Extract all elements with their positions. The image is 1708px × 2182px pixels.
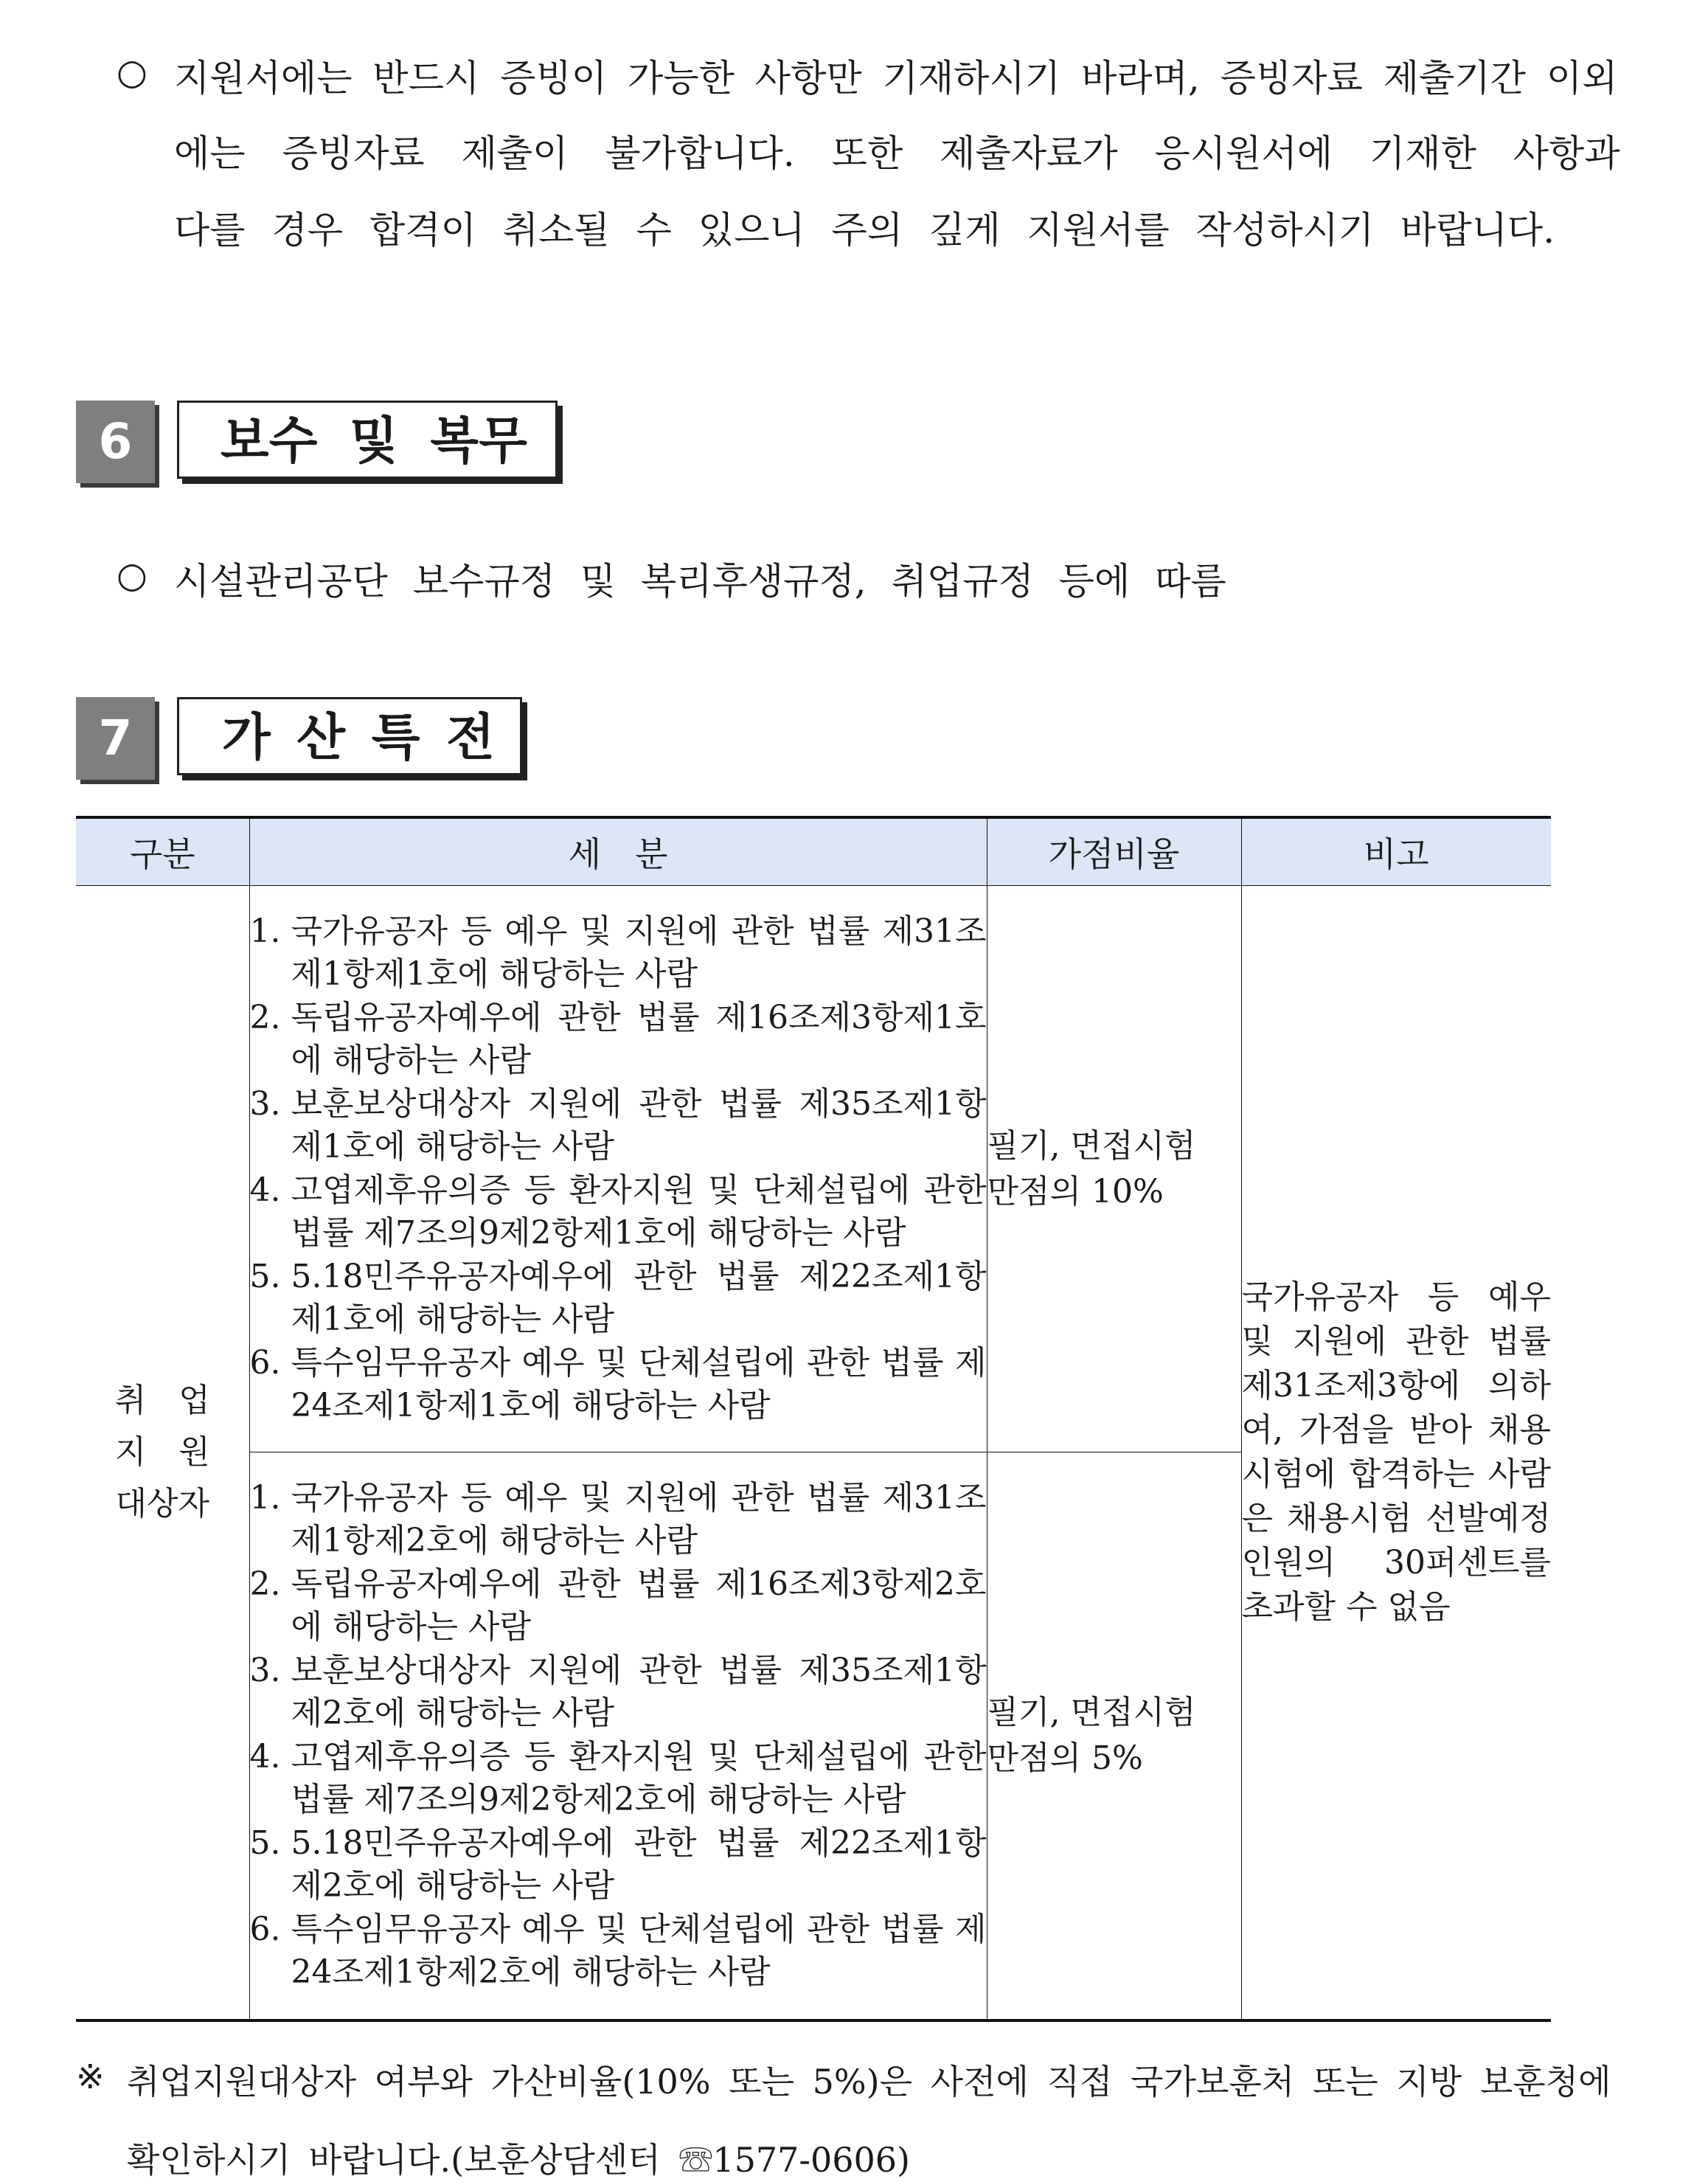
list-item: 1. 국가유공자 등 예우 및 지원에 관한 법률 제31조제1항제1호에 해당하는 사람 [291,910,987,997]
header-category: 구분 [76,817,249,886]
section-7-number: 7 [76,697,155,780]
list-item: 4. 고엽제후유의증 등 환자지원 및 단체설립에 관한 법률 제7조의9제2항제2호에 해당하는 사람 [291,1736,987,1822]
header-remark: 비고 [1241,817,1551,886]
list-item: 5. 5.18민주유공자예우에 관한 법률 제22조제1항제2호에 해당하는 사람 [291,1822,987,1908]
section-6-bullet: ○ [117,555,147,596]
section-6-text: 시설관리공단 보수규정 및 복리후생규정, 취업규정 등에 따름 [174,560,1226,603]
category-line-3: 대상자 [115,1484,209,1523]
list-item: 3. 보훈보상대상자 지원에 관한 법률 제35조제1항제2호에 해당하는 사람 [291,1649,987,1736]
list-item: 6. 특수임무유공자 예우 및 단체설립에 관한 법률 제24조제1항제2호에 해당하는 사람 [291,1908,987,1995]
category-cell [76,886,249,2020]
category-line-2: 지 원 [114,1433,210,1471]
category-line-1: 취 업 [114,1381,210,1419]
list-item: 2. 독립유공자예우에 관한 법률 제16조제3항제2호에 해당하는 사람 [291,1563,987,1649]
section-6-title: 보수 및 복무 [177,401,558,479]
intro-line-3: 다를 경우 합격이 취소될 수 있으니 주의 깊게 지원서를 작성하시기 바랍니다. [174,209,1555,252]
list-item: 1. 국가유공자 등 예우 및 지원에 관한 법률 제31조제1항제2호에 해당하는 사람 [291,1477,987,1563]
table-header-row [76,817,1551,886]
header-ratio: 가점비율 [987,817,1241,886]
list-item: 4. 고엽제후유의증 등 환자지원 및 단체설립에 관한 법률 제7조의9제2항제1호에 해당하는 사람 [291,1169,987,1255]
list-item: 6. 특수임무유공자 예우 및 단체설립에 관한 법률 제24조제1항제1호에 해당하는 사람 [291,1342,987,1428]
bonus-table [76,816,1551,2022]
ratio-line-1: 필기, 면접시험 [987,1693,1196,1731]
header-detail: 세 분 [249,817,987,886]
group-1-ratio [987,886,1241,1452]
list-item: 3. 보훈보상대상자 지원에 관한 법률 제35조제1항제1호에 해당하는 사람 [291,1083,987,1169]
section-7-title: 가 산 특 전 [177,697,522,775]
remark-cell: 국가유공자 등 예우 및 지원에 관한 법률 제31조제3항에 의하여, 가점을 받아 채용시험에 합격하는 사람은 채용시험 선발예정인원의 30퍼센트를 초과할 수 없음 [1241,886,1551,2020]
footnote-mark: ※ [76,2057,105,2096]
section-6-number: 6 [76,401,155,483]
group-1-items [249,886,987,1452]
ratio-line-2: 만점의 5% [987,1739,1143,1777]
list-item: 2. 독립유공자예우에 관한 법률 제16조제3항제1호에 해당하는 사람 [291,997,987,1083]
footnote-line-1: 취업지원대상자 여부와 가산비율(10% 또는 5%)은 사전에 직접 국가보훈처 또는 지방 보훈청에 [127,2062,1611,2102]
table-row [76,886,1551,1452]
group-2-ratio [987,1452,1241,2020]
group-2-items [249,1452,987,2020]
ratio-line-1: 필기, 면접시험 [987,1126,1196,1165]
intro-line-2: 에는 증빙자료 제출이 불가합니다. 또한 제출자료가 응시원서에 기재한 사항과 [174,132,1620,175]
list-item: 5. 5.18민주유공자예우에 관한 법률 제22조제1항제1호에 해당하는 사람 [291,1255,987,1342]
intro-bullet: ○ [117,52,147,93]
intro-line-1: 지원서에는 반드시 증빙이 가능한 사항만 기재하시기 바라며, 증빙자료 제출기간 이외 [174,57,1618,100]
footnote-line-2: 확인하시기 바랍니다.(보훈상담센터 ☏1577-0606) [127,2140,910,2180]
ratio-line-2: 만점의 10% [987,1172,1164,1211]
